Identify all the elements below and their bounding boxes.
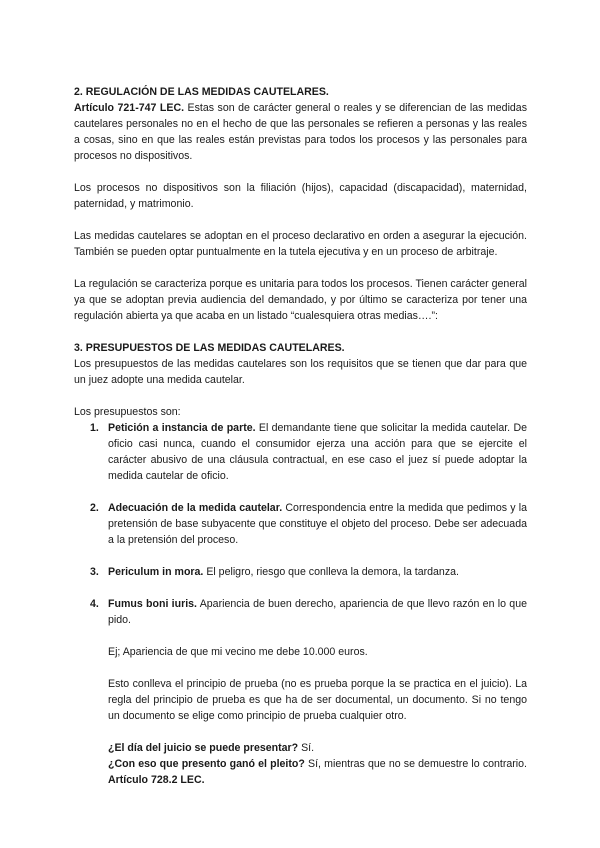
section-2-paragraph-4: La regulación se caracteriza porque es unitaria para todos los procesos. Tienen carácter general ya que se adoptan previa audiencia del demandado, y por último se caracteriza por tener una regulación abierta ya que acaba en un listado “cualesquiera otras medias….”: bbox=[74, 278, 527, 322]
section-2-paragraph-2: Los procesos no dispositivos son la filiación (hijos), capacidad (discapacidad), maternidad, paternidad, y matrimonio. bbox=[74, 182, 527, 210]
question-1 bbox=[108, 740, 527, 756]
item-number: 1. bbox=[90, 422, 99, 434]
item-title: Periculum in mora. bbox=[108, 566, 204, 578]
section-3-heading: 3. PRESUPUESTOS DE LAS MEDIDAS CAUTELARES. bbox=[74, 342, 345, 354]
section-2-heading: 2. REGULACIÓN DE LAS MEDIDAS CAUTELARES. bbox=[74, 86, 329, 98]
section-3-intro: Los presupuestos de las medidas cautelares son los requisitos que se tienen que dar para que un juez adopte una medida cautelar. bbox=[74, 358, 527, 386]
question-text: ¿Con eso que presento ganó el pleito? bbox=[108, 758, 305, 770]
answer-text: Sí, mientras que no se demuestre lo contrario. bbox=[304, 758, 527, 770]
document-page bbox=[74, 84, 527, 788]
item-text: Correspondencia entre la medida que pedimos y la pretensión de base subyacente que constituye el objeto del proceso. Debe ser adecuada a la pretensión del proceso. bbox=[108, 502, 527, 546]
paragraph-text: Estas son de carácter general o reales y se diferencian de las medidas cautelares personales no en el hecho de que las personales se refieren a personas y las reales a cosas, sino en que las reales están previstas para todos los procesos y las personales para procesos no dispositivos. bbox=[74, 102, 527, 162]
principle-text: Esto conlleva el principio de prueba (no es prueba porque la se practica en el juicio). La regla del principio de prueba es que ha de ser documental, un documento. Si no tengo un documento se elige como principio de prueba cualquier otro. bbox=[108, 678, 527, 722]
item-number: 3. bbox=[90, 566, 99, 578]
question-text: ¿El día del juicio se puede presentar? bbox=[108, 742, 299, 754]
qa-block bbox=[74, 740, 527, 788]
list-item bbox=[74, 596, 527, 724]
item-text: El demandante tiene que solicitar la medida cautelar. De oficio casi nunca, cuando el consumidor ejerza una acción para que se ejercite el carácter abusivo de una cláusula contractual, en ese caso el juez sí puede adoptar la medida cautelar de oficio. bbox=[108, 422, 527, 482]
question-2 bbox=[108, 756, 527, 788]
list-intro: Los presupuestos son: bbox=[74, 406, 181, 418]
list-item bbox=[74, 564, 527, 580]
article-reference: Artículo 721-747 LEC. bbox=[74, 102, 185, 114]
item-title: Adecuación de la medida cautelar. bbox=[108, 502, 283, 514]
item-number: 2. bbox=[90, 502, 99, 514]
list-item bbox=[74, 420, 527, 484]
article-reference: Artículo 728.2 LEC. bbox=[108, 774, 205, 786]
item-title: Petición a instancia de parte. bbox=[108, 422, 256, 434]
example-text: Ej; Apariencia de que mi vecino me debe 10.000 euros. bbox=[108, 646, 368, 658]
answer-text: Sí. bbox=[298, 742, 315, 754]
section-2-paragraph-3: Las medidas cautelares se adoptan en el proceso declarativo en orden a asegurar la ejecución. También se pueden optar puntualmente en la tutela ejecutiva y en un proceso de arbitraje. bbox=[74, 230, 527, 258]
list-item bbox=[74, 500, 527, 548]
item-title: Fumus boni iuris. bbox=[108, 598, 197, 610]
section-2-paragraph-1 bbox=[74, 100, 527, 164]
item-text: Apariencia de buen derecho, apariencia de que llevo razón en lo que pido. bbox=[108, 598, 527, 626]
presupuestos-list bbox=[74, 420, 527, 724]
item-text: El peligro, riesgo que conlleva la demora, la tardanza. bbox=[203, 566, 459, 578]
item-number: 4. bbox=[90, 598, 99, 610]
